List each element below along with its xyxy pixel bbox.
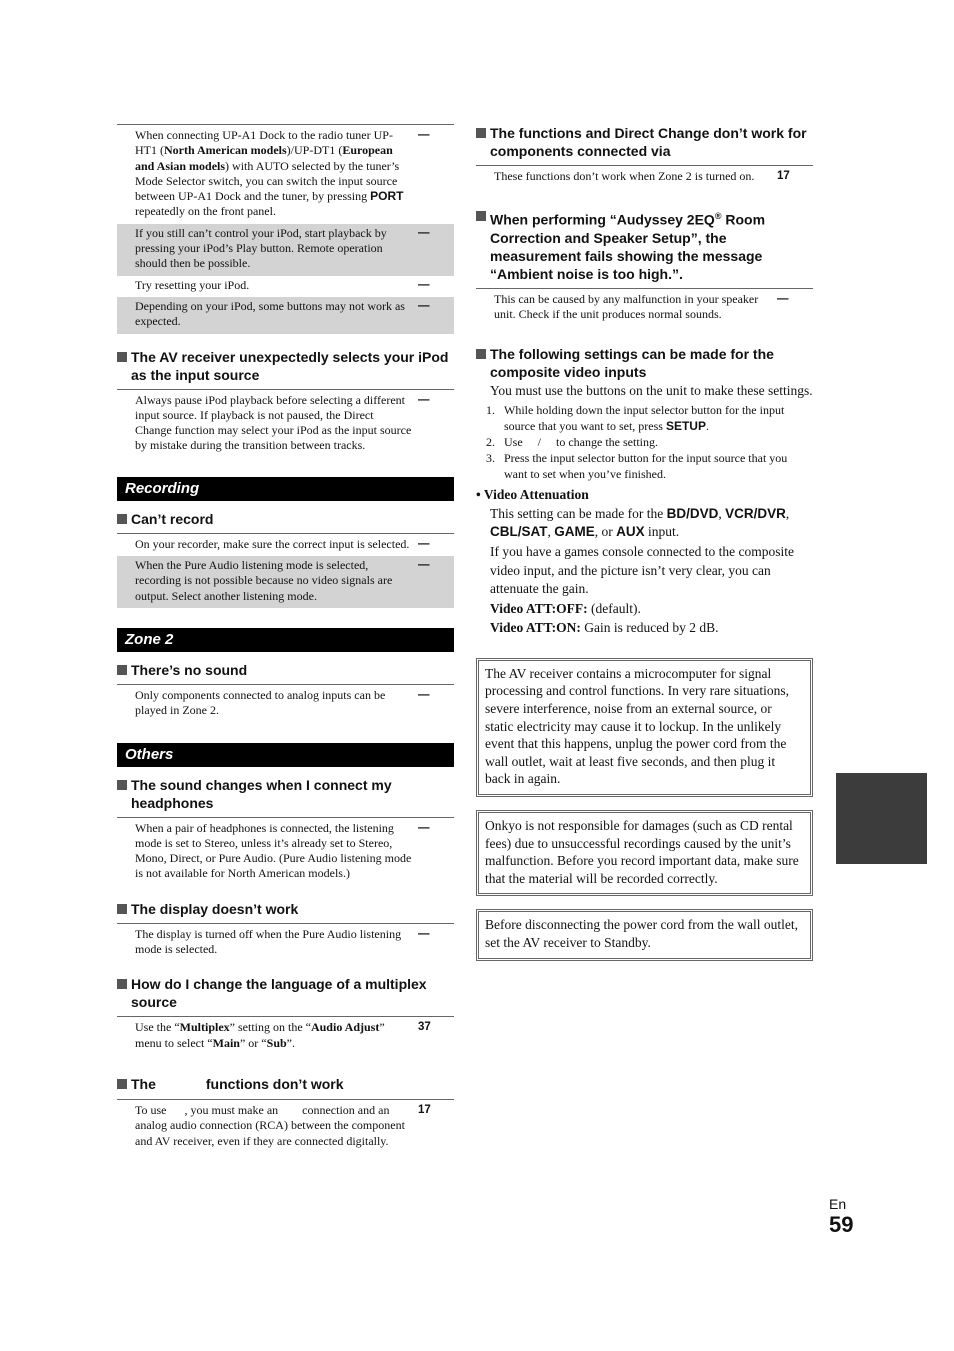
note-box: Before disconnecting the power cord from the wall outlet, set the AV receiver to Standby.	[476, 909, 813, 960]
trouble-table	[476, 288, 813, 327]
square-bullet-icon	[117, 904, 127, 914]
square-bullet-icon	[117, 780, 127, 790]
table-row: To use , you must make an connection and an analog audio connection (RCA) between the component and AV receiver, even if they are connected digitally. 17	[117, 1100, 454, 1153]
table-row: This can be caused by any malfunction in your speaker unit. Check if the unit produces normal sounds. —	[476, 289, 813, 327]
section-heading: The following settings can be made for the composite video inputs	[476, 345, 813, 381]
section-heading: The sound changes when I connect my headphones	[117, 776, 454, 812]
trouble-table	[117, 1099, 454, 1153]
bullet-heading: • Video Attenuation	[476, 487, 589, 503]
list-item: 2. Use / to change the setting.	[486, 435, 658, 450]
table-row: These functions don’t work when Zone 2 is turned on. 17	[476, 166, 813, 188]
trouble-table	[117, 923, 454, 962]
page-ref: 37	[418, 1021, 431, 1034]
section-heading: When performing “Audyssey 2EQ® Room Correction and Speaker Setup”, the measurement fails showing the message “Ambient noise is too high.”.	[476, 207, 813, 283]
square-bullet-icon	[117, 1079, 127, 1089]
table-row: Try resetting your iPod. —	[117, 276, 454, 297]
ipod-table	[117, 124, 454, 334]
table-row: Use the “Multiplex” setting on the “Audio Adjust” menu to select “Main” or “Sub”. 37	[117, 1017, 454, 1055]
body-text: If you have a games console connected to the composite video input, and the picture isn’t very clear, you can attenuate the gain.	[490, 543, 795, 597]
trouble-table	[117, 684, 454, 723]
trouble-table	[476, 165, 813, 188]
page-number	[829, 1196, 853, 1238]
table-row: On your recorder, make sure the correct input is selected. —	[117, 534, 454, 556]
body-text: Video ATT:OFF: (default).	[490, 600, 641, 616]
list-item: 1. While holding down the input selector button for the input source that you want to set, press SETUP.	[486, 403, 785, 434]
square-bullet-icon	[117, 514, 127, 524]
page-ref: 17	[418, 1103, 431, 1116]
square-bullet-icon	[476, 349, 486, 359]
page-ref: —	[418, 688, 430, 701]
page-ref: 17	[777, 170, 790, 182]
trouble-table	[117, 1016, 454, 1055]
body-text: Video ATT:ON: Gain is reduced by 2 dB.	[490, 620, 719, 636]
trouble-table	[117, 533, 454, 608]
table-row: Depending on your iPod, some buttons may not work as expected. —	[117, 297, 454, 334]
square-bullet-icon	[117, 665, 127, 675]
section-heading: There’s no sound	[117, 661, 454, 679]
chapter-tab	[836, 773, 927, 864]
page-number-value: 59	[829, 1212, 854, 1237]
left-column	[117, 124, 454, 1153]
intro-text: You must use the buttons on the unit to make these settings.	[490, 382, 813, 398]
table-row: When connecting UP-A1 Dock to the radio tuner UP-HT1 (North American models)/UP-DT1 (European and Asian models) with AUTO selected by the tuner’s Mode Selector switch, you can switch the input source between UP-A1 Dock and the tuner, by pressing PORT repeatedly on the front panel. —	[117, 125, 454, 224]
page-ref: —	[418, 537, 430, 550]
page-ref: —	[418, 927, 430, 940]
body-text: This setting can be made for the BD/DVD, VCR/DVR, CBL/SAT, GAME, or AUX input.	[490, 505, 790, 540]
section-heading: Can’t record	[117, 510, 454, 528]
note-box: The AV receiver contains a microcomputer for signal processing and control functions. In very rare situations, severe interference, noise from an external source, or static electricity may cause it to lockup. In the unlikely event that this happens, unplug the power cord from the wall outlet, wait at least five seconds, and then plug it back in again.	[476, 658, 813, 797]
page-ref: —	[418, 129, 430, 141]
steps-list	[476, 402, 813, 482]
page-ref: —	[418, 821, 430, 834]
table-row: Always pause iPod playback before selecting a different input source. If playback is not paused, the Direct Change function may select your iPod as the input source by mistake during the transition between tracks. —	[117, 390, 454, 458]
section-band-others: Others	[117, 743, 454, 767]
square-bullet-icon	[117, 352, 127, 362]
trouble-table	[117, 389, 454, 458]
table-row: Only components connected to analog inputs can be played in Zone 2. —	[117, 685, 454, 723]
right-column	[476, 124, 813, 961]
note-box: Onkyo is not responsible for damages (such as CD rental fees) due to unsuccessful recordings caused by the unit’s malfunction. Before you record important data, make sure that the material will be recorded correctly.	[476, 810, 813, 896]
list-item: 3. Press the input selector button for the input source that you want to set when you’ve finished.	[486, 451, 788, 482]
page-ref: —	[777, 292, 789, 305]
table-row: When a pair of headphones is connected, the listening mode is set to Stereo, unless it’s already set to Stereo, Mono, Direct, or Pure Audio. (Pure Audio listening mode is not available for North American models.) —	[117, 818, 454, 886]
section-band-zone2: Zone 2	[117, 628, 454, 652]
table-row: When the Pure Audio listening mode is selected, recording is not possible because no video signals are output. Select another listening mode. —	[117, 556, 454, 608]
section-heading: The AV receiver unexpectedly selects your iPod as the input source	[117, 348, 454, 384]
page-ref: —	[418, 299, 430, 312]
table-row: If you still can’t control your iPod, start playback by pressing your iPod’s Play button. Remote operation should then be possible. —	[117, 224, 454, 276]
trouble-table	[117, 817, 454, 886]
page-ref: —	[418, 559, 430, 572]
page-ref: —	[418, 278, 430, 291]
section-heading: The functions don’t work	[117, 1075, 454, 1093]
page-ref: —	[418, 393, 430, 406]
section-heading: The display doesn’t work	[117, 900, 454, 918]
table-row: The display is turned off when the Pure Audio listening mode is selected. —	[117, 924, 454, 962]
section-band-recording: Recording	[117, 477, 454, 501]
section-heading: How do I change the language of a multiplex source	[117, 975, 454, 1011]
page-ref: —	[418, 226, 430, 239]
square-bullet-icon	[117, 979, 127, 989]
language-label: En	[829, 1196, 847, 1212]
square-bullet-icon	[476, 128, 486, 138]
square-bullet-icon	[476, 211, 486, 221]
section-heading: The functions and Direct Change don’t work for components connected via	[476, 124, 813, 160]
